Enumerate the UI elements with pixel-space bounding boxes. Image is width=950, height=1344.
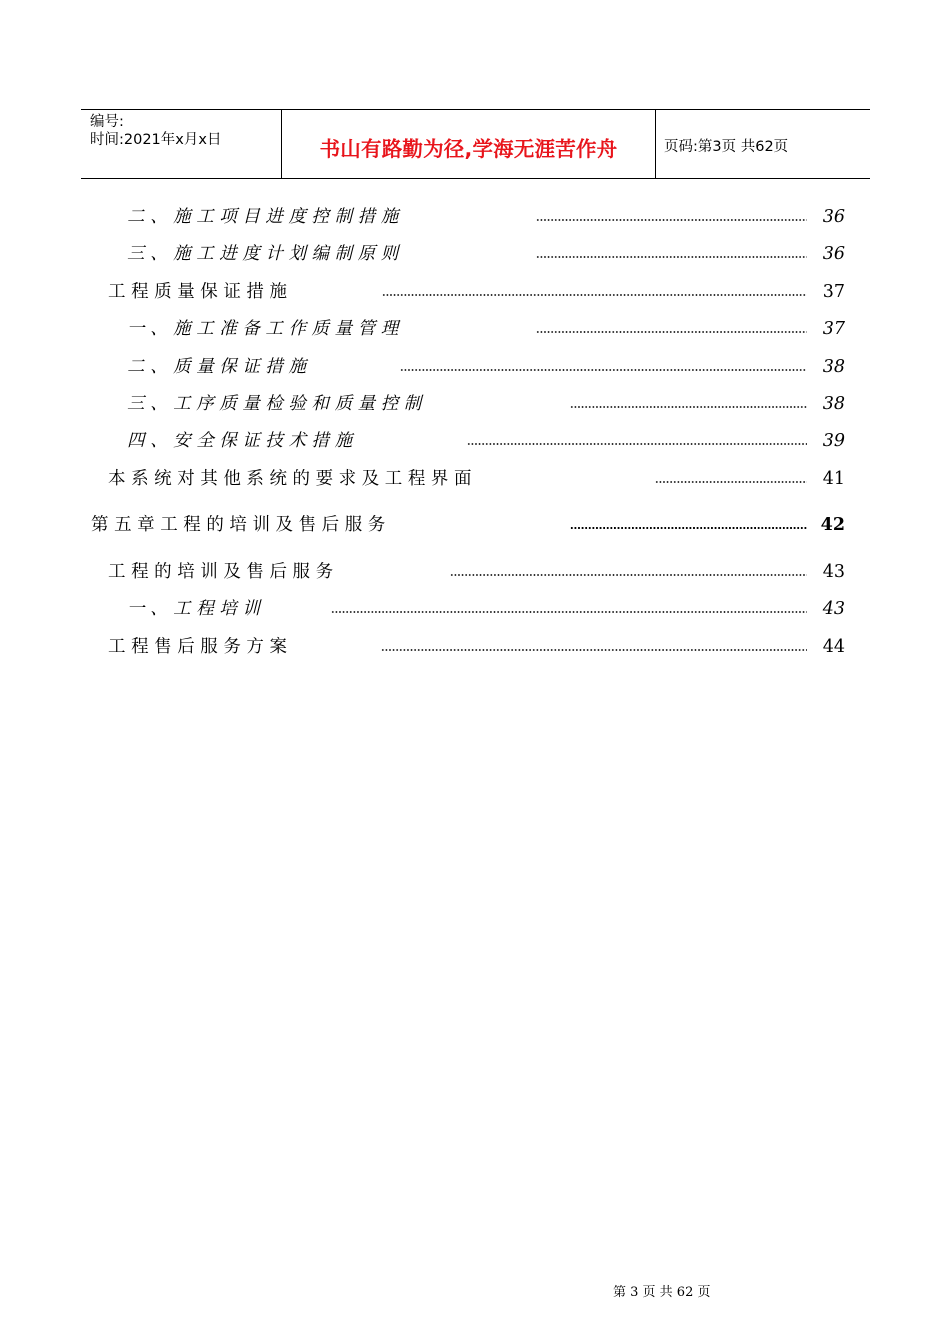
toc-entry-page: 37 — [822, 282, 845, 302]
toc-entry-page: 36 — [822, 207, 845, 227]
toc-chapter-entry[interactable] — [91, 513, 845, 537]
toc-entry-page: 36 — [822, 244, 845, 264]
header-meta-cell — [81, 110, 282, 178]
toc-dot-leader — [382, 294, 807, 296]
toc-entry-title: 一 、 工 程 培 训 — [127, 597, 264, 621]
toc-entry-title: 二 、 质 量 保 证 措 施 — [127, 355, 310, 379]
document-time-label: 时间:2021年x月x日 — [90, 132, 222, 148]
toc-entry[interactable] — [127, 317, 845, 341]
toc-dot-leader — [536, 331, 807, 333]
header-page-label: 页码:第3页 共62页 — [664, 139, 789, 155]
toc-entry-title: 四 、 安 全 保 证 技 术 措 施 — [127, 429, 356, 453]
toc-entry-title: 本 系 统 对 其 他 系 统 的 要 求 及 工 程 界 面 — [108, 467, 475, 491]
toc-dot-leader — [450, 574, 807, 576]
toc-entry-page: 44 — [822, 637, 845, 657]
toc-dot-leader — [570, 406, 807, 408]
header-page-cell — [656, 110, 870, 178]
toc-entry[interactable] — [127, 355, 845, 379]
toc-entry[interactable] — [108, 280, 845, 304]
toc-entry-title: 三 、 施 工 进 度 计 划 编 制 原 则 — [127, 242, 402, 266]
toc-entry-title: 第 五 章 工 程 的 培 训 及 售 后 服 务 — [91, 513, 389, 537]
toc-entry[interactable] — [127, 242, 845, 266]
toc-dot-leader — [400, 369, 807, 371]
toc-entry-page: 43 — [822, 562, 845, 582]
toc-entry-page: 42 — [820, 515, 845, 535]
toc-dot-leader — [655, 481, 807, 483]
toc-entry-title: 工 程 售 后 服 务 方 案 — [108, 635, 291, 659]
toc-entry-title: 一 、 施 工 准 备 工 作 质 量 管 理 — [127, 317, 402, 341]
toc-entry-title: 工 程 的 培 训 及 售 后 服 务 — [108, 560, 337, 584]
footer-page-number: 第 3 页 共 62 页 — [613, 1285, 711, 1300]
toc-entry-title: 二 、 施 工 项 目 进 度 控 制 措 施 — [127, 205, 402, 229]
toc-dot-leader — [570, 527, 807, 529]
toc-dot-leader — [331, 611, 807, 613]
document-number-label: 编号: — [90, 114, 124, 130]
toc-dot-leader — [536, 256, 807, 258]
toc-entry[interactable] — [127, 392, 845, 416]
toc-entry-page: 41 — [822, 469, 845, 489]
toc-entry-page: 38 — [822, 394, 845, 414]
toc-dot-leader — [467, 443, 807, 445]
toc-entry[interactable] — [127, 205, 845, 229]
header-motto-cell — [282, 110, 656, 178]
toc-entry-page: 43 — [822, 599, 845, 619]
toc-entry[interactable] — [127, 429, 845, 453]
toc-entry-title: 工 程 质 量 保 证 措 施 — [108, 280, 291, 304]
header-motto: 书山有路勤为径,学海无涯苦作舟 — [319, 137, 618, 161]
toc-entry-title: 三 、 工 序 质 量 检 验 和 质 量 控 制 — [127, 392, 425, 416]
toc-dot-leader — [381, 649, 807, 651]
document-header — [81, 109, 870, 179]
toc-entry-page: 37 — [822, 319, 845, 339]
toc-dot-leader — [536, 219, 807, 221]
toc-entry[interactable] — [127, 597, 845, 621]
toc-entry[interactable] — [108, 560, 845, 584]
toc-entry-page: 38 — [822, 357, 845, 377]
toc-entry[interactable] — [108, 467, 845, 491]
toc-entry[interactable] — [108, 635, 845, 659]
toc-entry-page: 39 — [822, 431, 845, 451]
